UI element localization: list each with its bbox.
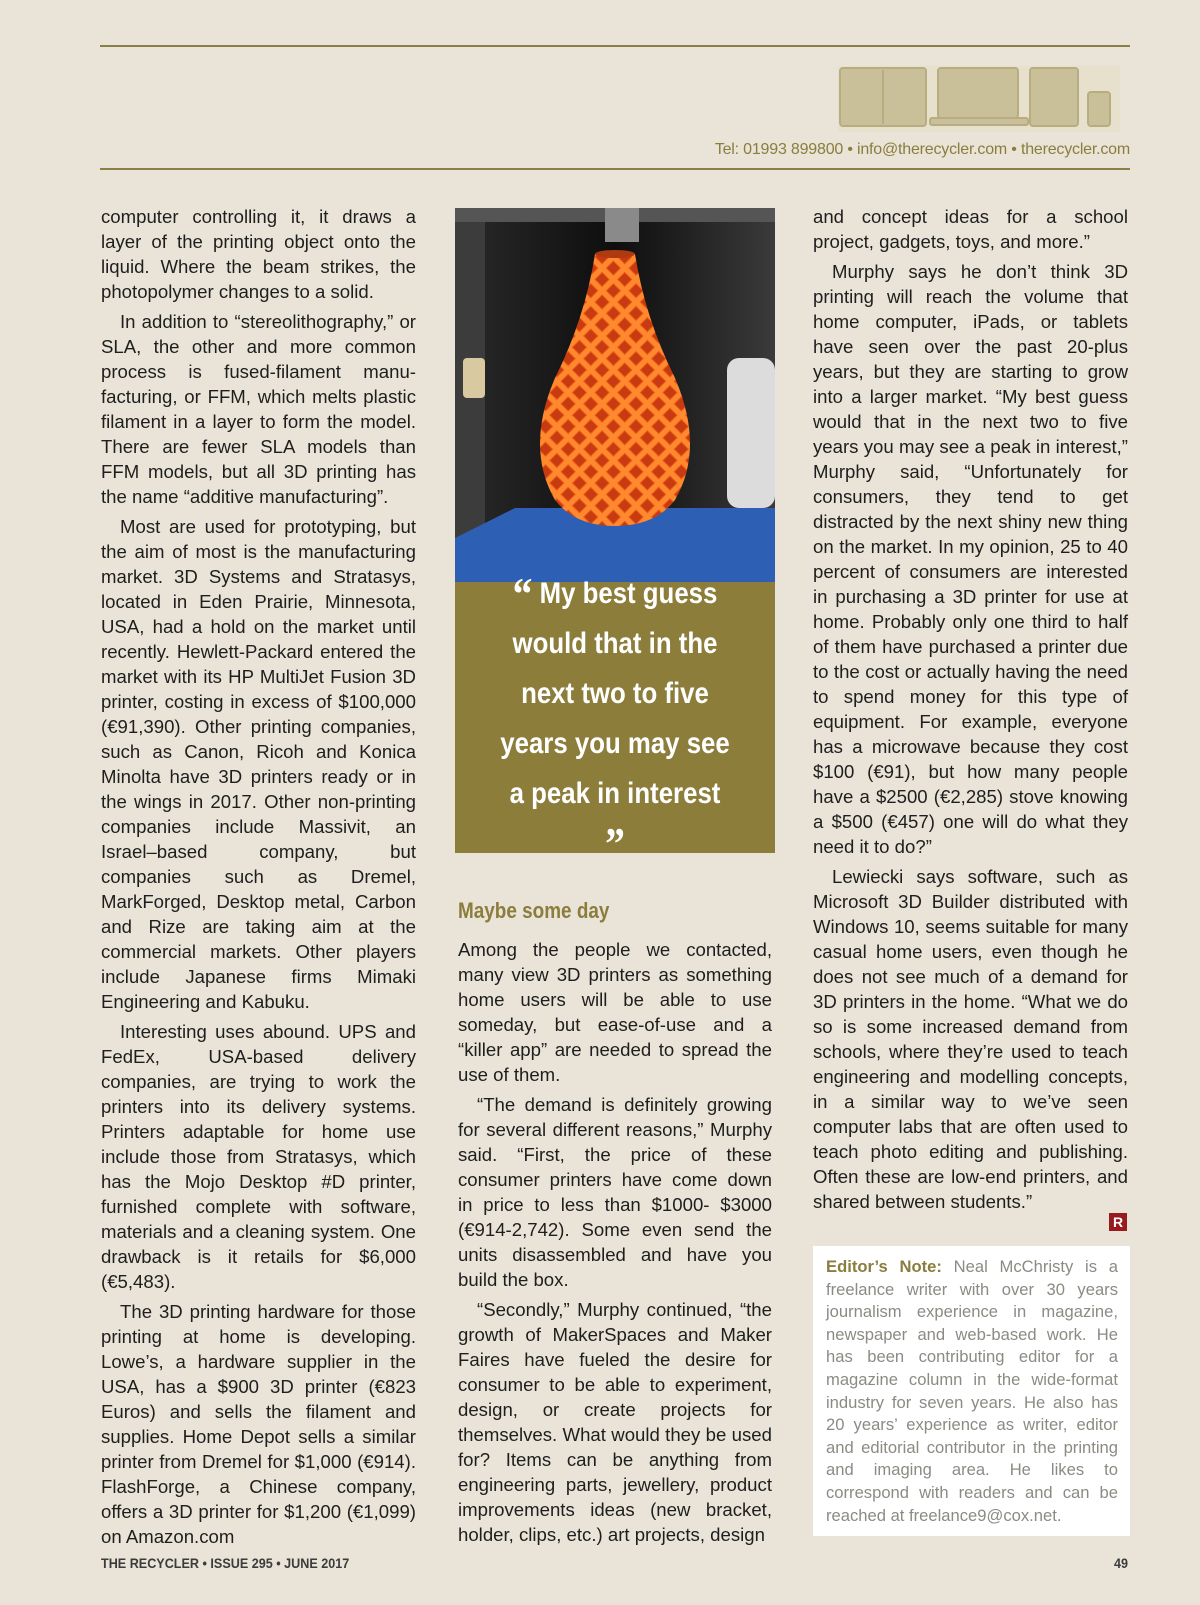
vase-print-photo [455,208,775,582]
contact-line: Tel: 01993 899800 • info@therecycler.com • therecycler.com [714,141,1130,158]
column-2 [458,937,772,1552]
section-subhead: Maybe some day [458,898,610,923]
paragraph: computer controlling it, it draws a layer of the printing object onto the liquid. Where the beam strikes, the photopolymer changes to a solid. [101,206,416,302]
top-rule [100,45,1130,47]
paragraph: In addition to “stereolithography,” or SLA, the other and more common process is fused-filament manu-facturing, or FFM, which melts plastic filament in a layer to form the model. There are fewer SLA models than FFM models, but all 3D printing has the name “additive manufacturing”. [101,311,416,507]
pull-quote [455,567,775,869]
column-1 [101,204,416,1554]
footer-publication: THE RECYCLER • ISSUE 295 • JUNE 2017 [101,1555,350,1571]
phone-icon [1088,92,1110,126]
header-bottom-rule [100,168,1130,170]
end-mark-icon: R [1109,1213,1127,1231]
editor-note-text: Neal McChristy is a freelance writer with over 30 years journalism experience in magazine, newspaper and web-based work. He has been contributing editor for a magazine column in the wide-format industry for seven years. He also has 20 years’ experience as writer, editor and editorial contributor in the printing and imaging area. He likes to correspond with readers and can be reached at freelance9@cox.net. [826,1257,1118,1525]
paragraph: “Secondly,” Murphy continued, “the growth of MakerSpaces and Maker Faires have fueled the desire for consumer to be able to experiment, design, or create projects for themselves. What would they be used for? Items can be anything from engineering parts, jewellery, product improvements ideas (new bracket, holder, clips, etc.) art projects, design [458,1299,772,1545]
open-quote-mark: “ [512,567,533,619]
editor-note-box [813,1246,1130,1536]
tablet-small-icon [1030,68,1078,126]
paragraph: “The demand is definitely growing for several different reasons,” Murphy said. “First, the price of these consumer printers have come down in price to less than $1000- $3000 (€914-2,742). Some even send the units disassembled and have you build the box. [458,1094,772,1290]
laptop-icon [938,68,1018,118]
paragraph: Lewiecki says software, such as Microsoft 3D Builder distributed with Windows 10, seems suitable for many casual home users, even though he does not see much of a demand for 3D printers in the home. “What we do so is some increased demand from schools, where they’re used to teach engineering and modelling concepts, in a similar way to we’ve seen computer labs that are often used to teach photo editing and publishing. Often these are low-end printers, and shared between students.” [813,866,1128,1212]
close-quote-mark: ” [605,817,625,869]
paragraph: Among the people we contacted, many view 3D printers as something home users will be able to use someday, but ease-of-use and a “killer app” are needed to spread the use of them. [458,939,772,1085]
editor-note-label: Editor’s Note: [826,1257,942,1276]
paragraph: Interesting uses abound. UPS and FedEx, USA-based delivery companies, are trying to work the printers into its delivery systems. Printers adaptable for home use include those from Stratasys, which has the Mojo Desktop #D printer, furnished complete with software, materials and a cleaning system. One drawback is it retails for $6,000 (€5,483). [101,1021,416,1292]
paragraph: Murphy says he don’t think 3D printing will reach the volume that home computer, iPads, or tablets have seen over the past 20-plus years, but they are starting to grow into a larger market. “My best guess would that in the next two to five years you may see a peak in interest,” Murphy said, “Unfortunately for consumers, they tend to get distracted by the next shiny new thing on the market. In my opinion, 25 to 40 percent of consumers are interested in purchasing a 3D printer for use at home. Probably only one third to half of them have purchased a printer due to the cost or actually having the need to spend money for this type of equipment. For example, everyone has a microwave because they cost $100 (€91), but how many people have a $2500 (€2,285) stove knowing a $500 (€457) one will do what they need it to do?” [813,261,1128,857]
column-3 [813,204,1128,1219]
paragraph: and concept ideas for a school project, gadgets, toys, and more.” [813,206,1128,252]
pull-quote-text: My best guess would that in the next two to five years you may see a peak in interest [500,576,730,810]
paragraph: Most are used for prototyping, but the aim of most is the manufacturing market. 3D Systems and Stratasys, located in Eden Prairie, Minnesota, USA, had a hold on the market until recently. Hewlett-Packard entered the market with its HP MultiJet Fusion 3D printer, costing in excess of $100,000 (€91,390). Other printing companies, such as Canon, Ricoh and Konica Minolta have 3D printers ready or in the wings in 2017. Other non-printing companies include Massivit, an Israel–based company, but companies such as Dremel, MarkForged, Desktop metal, Carbon and Rize are taking aim at the commercial markets. Other players include Japanese firms Mimaki Engineering and Kabuku. [101,516,416,1012]
devices-icon [838,66,1120,132]
paragraph: The 3D printing hardware for those printing at home is developing. Lowe’s, a hardware supplier in the USA, has a $900 3D printer (€823 Euros) and sells the filament and supplies. Home Depot sells a similar printer from Dremel for $1,000 (€914). FlashForge, a Chinese company, offers a 3D printer for $1,200 (€1,099) on Amazon.com [101,1301,416,1547]
page-number: 49 [1114,1555,1129,1571]
